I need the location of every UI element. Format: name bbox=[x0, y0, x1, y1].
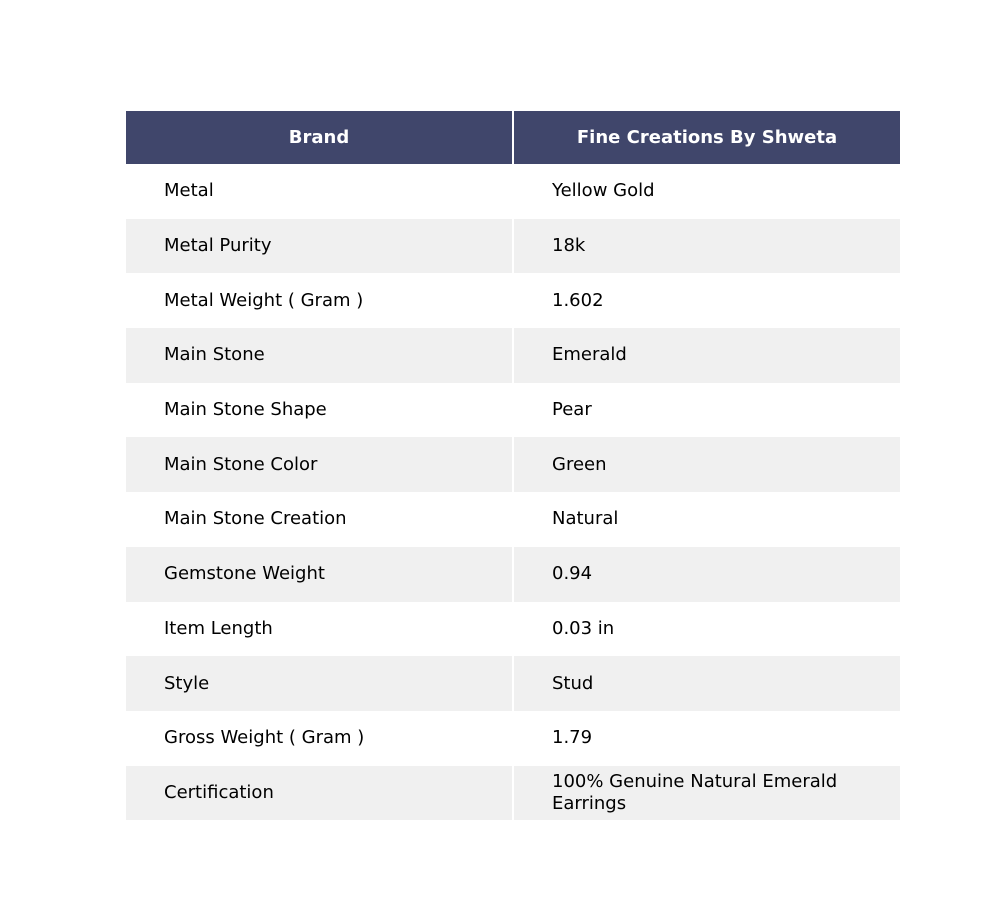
row-value-cell: Green bbox=[513, 437, 900, 492]
table-row bbox=[126, 547, 900, 602]
table-body bbox=[126, 164, 900, 820]
row-value-cell: Natural bbox=[513, 492, 900, 547]
row-key-cell: Gross Weight ( Gram ) bbox=[126, 711, 513, 766]
table-row bbox=[126, 328, 900, 383]
table-row bbox=[126, 656, 900, 711]
row-key-cell: Main Stone Color bbox=[126, 437, 513, 492]
row-value-cell: Emerald bbox=[513, 328, 900, 383]
table-row bbox=[126, 711, 900, 766]
header-row bbox=[126, 111, 900, 164]
table-row bbox=[126, 492, 900, 547]
row-key-cell: Certification bbox=[126, 766, 513, 821]
row-value-cell: 18k bbox=[513, 219, 900, 274]
table-header bbox=[126, 111, 900, 164]
row-key-cell: Style bbox=[126, 656, 513, 711]
header-value-cell: Fine Creations By Shweta bbox=[513, 111, 900, 164]
row-key-cell: Main Stone Shape bbox=[126, 383, 513, 438]
table-row bbox=[126, 766, 900, 821]
product-spec-table bbox=[126, 111, 900, 820]
table-row bbox=[126, 273, 900, 328]
row-value-cell: Pear bbox=[513, 383, 900, 438]
header-key-cell: Brand bbox=[126, 111, 513, 164]
table-row bbox=[126, 437, 900, 492]
table-row bbox=[126, 164, 900, 219]
row-key-cell: Metal Purity bbox=[126, 219, 513, 274]
row-key-cell: Gemstone Weight bbox=[126, 547, 513, 602]
table-row bbox=[126, 602, 900, 657]
table-row bbox=[126, 219, 900, 274]
row-value-cell: 0.03 in bbox=[513, 602, 900, 657]
row-value-cell: Yellow Gold bbox=[513, 164, 900, 219]
row-key-cell: Main Stone bbox=[126, 328, 513, 383]
row-value-cell: 1.79 bbox=[513, 711, 900, 766]
row-value-cell: 100% Genuine Natural Emerald Earrings bbox=[513, 766, 900, 821]
row-key-cell: Metal Weight ( Gram ) bbox=[126, 273, 513, 328]
row-key-cell: Item Length bbox=[126, 602, 513, 657]
row-value-cell: Stud bbox=[513, 656, 900, 711]
row-key-cell: Metal bbox=[126, 164, 513, 219]
row-key-cell: Main Stone Creation bbox=[126, 492, 513, 547]
row-value-cell: 1.602 bbox=[513, 273, 900, 328]
table-row bbox=[126, 383, 900, 438]
row-value-cell: 0.94 bbox=[513, 547, 900, 602]
